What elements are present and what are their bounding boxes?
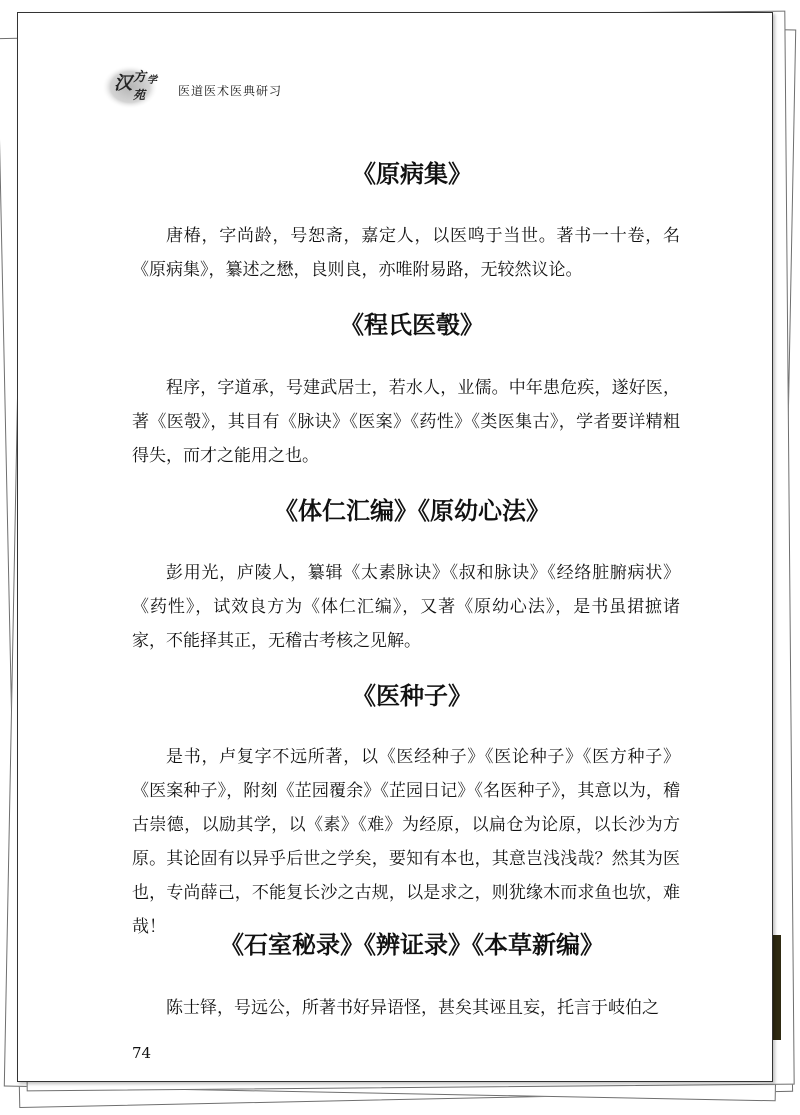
section-body: 彭用光，庐陵人，纂辑《太素脉诀》《叔和脉诀》《经络脏腑病状》《药性》，试效良方为《体仁汇编》，又著《原幼心法》，是书虽捃摭诸家，不能择其正，无稽古考核之见解。	[132, 563, 680, 651]
header-title: 医道医术医典研习	[178, 84, 283, 98]
section-body: 是书，卢复字不远所著，以《医经种子》《医论种子》《医方种子》《医案种子》，附刻《芷园覆余》《芷园日记》《名医种子》，其意以为，稽古崇德，以励其学，以《素》《难》为经原，以扁仓为论原，以长沙为方原。其论固有以异乎后世之学矣，要知有本也，其意岂浅浅哉？然其为医也，专尚薛己，不能复长沙之古规，以是求之，则犹缘木而求鱼也欤，难哉！	[132, 747, 680, 937]
logo-char-3: 学	[147, 75, 157, 86]
page-number: 74	[132, 1044, 152, 1062]
section-body: 唐椿，字尚龄，号恕斋，嘉定人，以医鸣于当世。著书一十卷，名《原病集》，纂述之懋，良则良，亦唯附易路，无较然议论。	[132, 226, 680, 280]
section-title: 《石室秘录》《辨证录》《本草新编》	[220, 930, 604, 959]
section-title: 《医种子》	[352, 681, 472, 710]
han-fang-xue-yuan-logo	[100, 59, 172, 111]
section-body: 程序，字道承，号建武居士，若水人，业儒。中年患危疾，遂好医，著《医彀》，其目有《脉诀》《医案》《药性》《类医集古》，学者要详精粗得失，而才之能用之也。	[132, 378, 680, 466]
logo-char-2: 方	[133, 70, 147, 85]
section-title: 《程氏医彀》	[340, 310, 484, 339]
logo-char-1: 汉	[114, 73, 132, 94]
book-page	[17, 12, 773, 1082]
section-title: 《原病集》	[352, 159, 472, 188]
logo-char-4: 苑	[133, 88, 146, 102]
section-title: 《体仁汇编》《原幼心法》	[274, 496, 550, 525]
section-body: 陈士铎，号远公，所著书好异语怪，甚矣其诬且妄，托言于岐伯之	[166, 998, 659, 1018]
